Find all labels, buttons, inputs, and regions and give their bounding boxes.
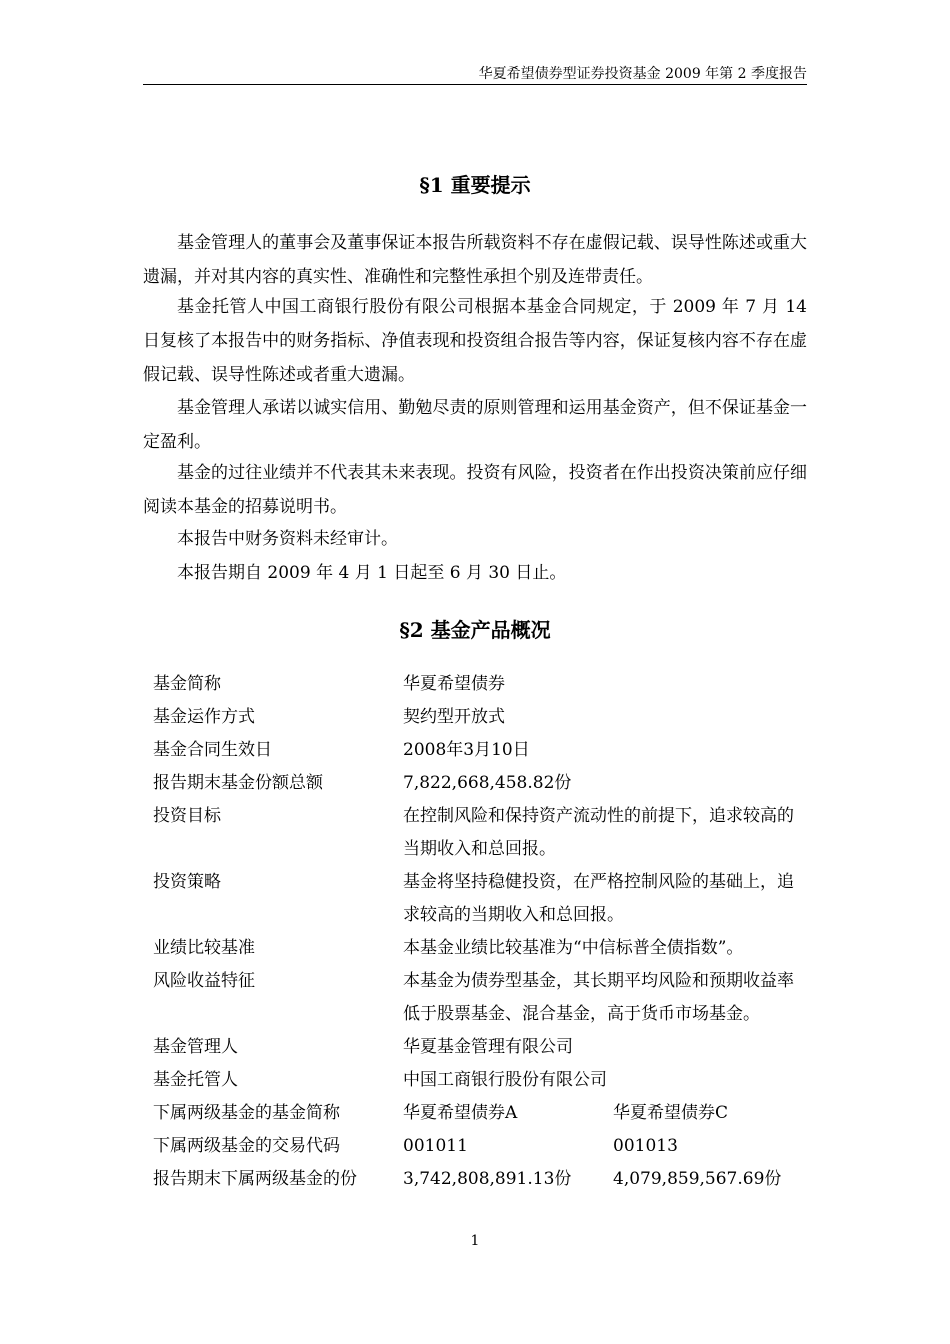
class-a-value: 华夏希望债券A — [403, 1103, 518, 1123]
table-row — [143, 800, 807, 866]
row-value: 7,822,668,458.82份 — [403, 773, 572, 793]
paragraph-4: 基金的过往业绩并不代表其未来表现。投资有风险，投资者在作出投资决策前应仔细阅读本基金的招募说明书。 — [143, 463, 807, 517]
paragraph-3: 基金管理人承诺以诚实信用、勤勉尽责的原则管理和运用基金资产，但不保证基金一定盈利。 — [143, 398, 807, 452]
fund-overview-table — [143, 668, 807, 1196]
row-label: 基金运作方式 — [153, 707, 255, 727]
class-a-value: 3,742,808,891.13份 — [403, 1169, 572, 1189]
table-row — [143, 734, 807, 767]
row-value: 本基金业绩比较基准为“中信标普全债指数”。 — [403, 938, 744, 958]
section-1-title: §1 重要提示 — [419, 173, 531, 197]
row-label: 下属两级基金的基金简称 — [153, 1103, 340, 1123]
table-row — [143, 1064, 807, 1097]
row-label: 业绩比较基准 — [153, 938, 255, 958]
row-label: 投资策略 — [153, 872, 221, 892]
paragraph-2: 基金托管人中国工商银行股份有限公司根据本基金合同规定，于 2009 年 7 月 14 日复核了本报告中的财务指标、净值表现和投资组合报告等内容，保证复核内容不存在虚假记载、误导性陈述或者重大遗漏。 — [143, 297, 807, 385]
class-c-value: 华夏希望债券C — [613, 1103, 729, 1123]
row-label: 基金简称 — [153, 674, 221, 694]
row-value: 在控制风险和保持资产流动性的前提下，追求较高的当期收入和总回报。 — [403, 806, 794, 859]
row-value: 中国工商银行股份有限公司 — [403, 1070, 607, 1090]
row-label: 基金托管人 — [153, 1070, 238, 1090]
row-label: 报告期末基金份额总额 — [153, 773, 323, 793]
header-rule — [143, 84, 807, 85]
paragraph-5: 本报告中财务资料未经审计。 — [177, 529, 398, 549]
paragraph-1: 基金管理人的董事会及董事保证本报告所载资料不存在虚假记载、误导性陈述或重大遗漏，并对其内容的真实性、准确性和完整性承担个别及连带责任。 — [143, 233, 807, 287]
section-2-title: §2 基金产品概况 — [399, 618, 551, 642]
row-value: 基金将坚持稳健投资，在严格控制风险的基础上，追求较高的当期收入和总回报。 — [403, 872, 794, 925]
row-value: 华夏基金管理有限公司 — [403, 1037, 573, 1057]
row-value: 华夏希望债券 — [403, 674, 505, 694]
running-header: 华夏希望债券型证券投资基金 2009 年第 2 季度报告 — [478, 66, 807, 82]
class-c-value: 4,079,859,567.69份 — [613, 1169, 782, 1189]
row-label: 基金管理人 — [153, 1037, 238, 1057]
table-row — [143, 1097, 807, 1130]
table-row — [143, 701, 807, 734]
row-label: 投资目标 — [153, 806, 221, 826]
class-c-value: 001013 — [613, 1136, 678, 1156]
table-row — [143, 866, 807, 932]
row-label: 报告期末下属两级基金的份 — [153, 1169, 357, 1189]
table-row — [143, 767, 807, 800]
table-row — [143, 932, 807, 965]
row-value: 契约型开放式 — [403, 707, 505, 727]
table-row — [143, 965, 807, 1031]
table-row — [143, 1130, 807, 1163]
table-row — [143, 1031, 807, 1064]
table-row — [143, 1163, 807, 1196]
row-label: 风险收益特征 — [153, 971, 255, 991]
row-value: 本基金为债券型基金，其长期平均风险和预期收益率低于股票基金、混合基金，高于货币市场基金。 — [403, 971, 794, 1024]
row-label: 基金合同生效日 — [153, 740, 272, 760]
class-a-value: 001011 — [403, 1136, 468, 1156]
row-label: 下属两级基金的交易代码 — [153, 1136, 340, 1156]
paragraph-6: 本报告期自 2009 年 4 月 1 日起至 6 月 30 日止。 — [177, 563, 567, 583]
row-value: 2008年3月10日 — [403, 740, 530, 760]
table-row — [143, 668, 807, 701]
page-number: 1 — [470, 1233, 480, 1249]
